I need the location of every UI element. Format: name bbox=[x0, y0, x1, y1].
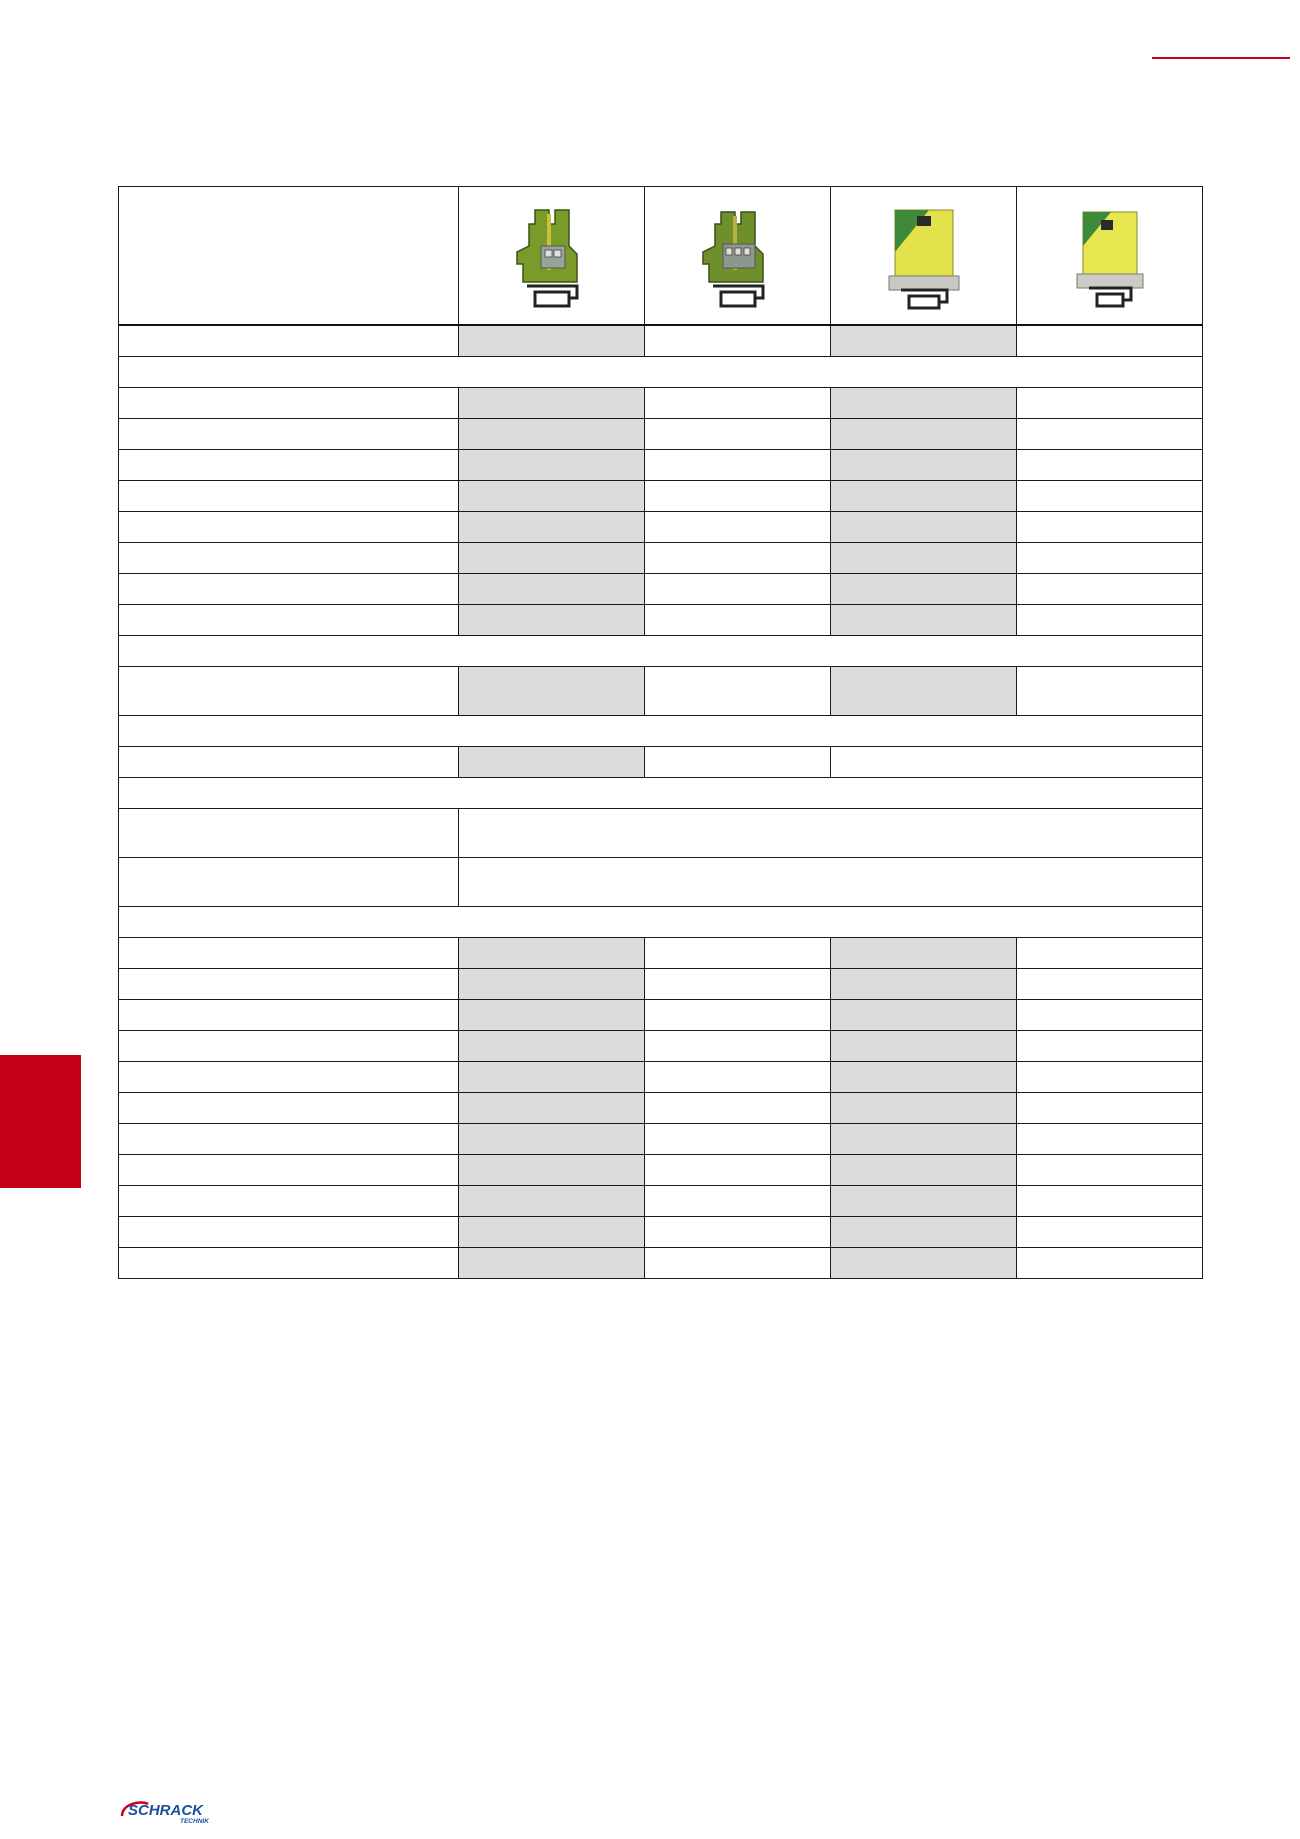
chapter-side-tab bbox=[0, 1055, 81, 1188]
row-label-cell bbox=[119, 419, 459, 450]
row-label-cell bbox=[119, 858, 459, 907]
value-cell bbox=[645, 450, 831, 481]
value-cell bbox=[645, 1186, 831, 1217]
green-yellow-terminal-block-icon bbox=[507, 202, 597, 314]
section-header-cell bbox=[119, 907, 1203, 938]
value-cell bbox=[1017, 1000, 1203, 1031]
row-label-cell bbox=[119, 667, 459, 716]
value-cell bbox=[459, 512, 645, 543]
value-cell bbox=[1017, 325, 1203, 357]
value-cell bbox=[831, 969, 1017, 1000]
value-cell bbox=[645, 667, 831, 716]
value-cell bbox=[831, 605, 1017, 636]
section-header-row bbox=[119, 907, 1203, 938]
value-cell bbox=[459, 1124, 645, 1155]
table-row bbox=[119, 1186, 1203, 1217]
table-row bbox=[119, 1248, 1203, 1279]
value-cell bbox=[645, 1248, 831, 1279]
row-label-cell bbox=[119, 1124, 459, 1155]
value-cell bbox=[459, 747, 645, 778]
svg-text:TECHNIK: TECHNIK bbox=[180, 1818, 209, 1825]
value-cell bbox=[459, 574, 645, 605]
value-cell bbox=[645, 543, 831, 574]
value-cell bbox=[831, 481, 1017, 512]
value-cell bbox=[459, 388, 645, 419]
value-cell bbox=[1017, 605, 1203, 636]
value-cell bbox=[645, 747, 831, 778]
value-cell bbox=[1017, 969, 1203, 1000]
row-label-cell bbox=[119, 1217, 459, 1248]
row-label-cell bbox=[119, 1155, 459, 1186]
table-row bbox=[119, 450, 1203, 481]
row-label-cell bbox=[119, 1000, 459, 1031]
yellow-ground-terminal-block-icon bbox=[879, 202, 969, 314]
specification-table bbox=[118, 186, 1203, 1279]
value-cell bbox=[645, 1155, 831, 1186]
table-row bbox=[119, 1217, 1203, 1248]
value-cell bbox=[831, 1124, 1017, 1155]
merged-value-cell bbox=[459, 858, 1203, 907]
table-row bbox=[119, 388, 1203, 419]
value-cell bbox=[459, 1000, 645, 1031]
section-header-row bbox=[119, 778, 1203, 809]
value-cell bbox=[831, 1217, 1017, 1248]
row-label-cell bbox=[119, 1031, 459, 1062]
value-cell bbox=[1017, 938, 1203, 969]
table-row bbox=[119, 512, 1203, 543]
value-cell bbox=[645, 388, 831, 419]
table-row bbox=[119, 1062, 1203, 1093]
value-cell bbox=[1017, 1093, 1203, 1124]
table-row bbox=[119, 1093, 1203, 1124]
section-header-cell bbox=[119, 778, 1203, 809]
merged-value-cell bbox=[459, 809, 1203, 858]
value-cell bbox=[459, 1031, 645, 1062]
value-cell bbox=[831, 1062, 1017, 1093]
table-row bbox=[119, 858, 1203, 907]
value-cell bbox=[459, 481, 645, 512]
table-row bbox=[119, 605, 1203, 636]
value-cell bbox=[459, 667, 645, 716]
header-label-cell bbox=[119, 187, 459, 326]
row-label-cell bbox=[119, 938, 459, 969]
row-label-cell bbox=[119, 543, 459, 574]
value-cell bbox=[645, 1031, 831, 1062]
row-label-cell bbox=[119, 1062, 459, 1093]
row-label-cell bbox=[119, 450, 459, 481]
value-cell bbox=[459, 605, 645, 636]
value-cell bbox=[645, 1062, 831, 1093]
value-cell bbox=[645, 1000, 831, 1031]
row-label-cell bbox=[119, 388, 459, 419]
row-label-cell bbox=[119, 1093, 459, 1124]
row-label-cell bbox=[119, 512, 459, 543]
yellow-ground-terminal-block-small-icon bbox=[1065, 202, 1155, 314]
value-cell bbox=[459, 419, 645, 450]
table-row bbox=[119, 1155, 1203, 1186]
row-label-cell bbox=[119, 1186, 459, 1217]
value-cell bbox=[459, 1248, 645, 1279]
value-cell bbox=[1017, 574, 1203, 605]
table-row bbox=[119, 747, 1203, 778]
value-cell bbox=[831, 1031, 1017, 1062]
table-row bbox=[119, 1000, 1203, 1031]
value-cell bbox=[645, 969, 831, 1000]
value-cell bbox=[1017, 419, 1203, 450]
table-row bbox=[119, 667, 1203, 716]
value-cell bbox=[1017, 1248, 1203, 1279]
value-cell bbox=[831, 325, 1017, 357]
value-cell bbox=[1017, 1217, 1203, 1248]
row-label-cell bbox=[119, 605, 459, 636]
value-cell bbox=[1017, 450, 1203, 481]
value-cell bbox=[459, 543, 645, 574]
value-cell bbox=[1017, 388, 1203, 419]
value-cell bbox=[831, 1000, 1017, 1031]
header-accent-rule bbox=[1152, 57, 1290, 59]
value-cell bbox=[459, 1186, 645, 1217]
row-label-cell bbox=[119, 481, 459, 512]
value-cell bbox=[645, 605, 831, 636]
value-cell bbox=[459, 969, 645, 1000]
value-cell bbox=[831, 574, 1017, 605]
row-label-cell bbox=[119, 1248, 459, 1279]
table-row bbox=[119, 574, 1203, 605]
row-label-cell bbox=[119, 969, 459, 1000]
section-header-cell bbox=[119, 357, 1203, 388]
value-cell bbox=[831, 388, 1017, 419]
product-image-cell bbox=[459, 187, 645, 326]
svg-text:SCHRACK: SCHRACK bbox=[128, 1802, 203, 1819]
value-cell bbox=[831, 938, 1017, 969]
value-cell bbox=[1017, 1186, 1203, 1217]
value-cell bbox=[645, 325, 831, 357]
table-row bbox=[119, 543, 1203, 574]
row-label-cell bbox=[119, 574, 459, 605]
table-row bbox=[119, 969, 1203, 1000]
value-cell bbox=[831, 747, 1203, 778]
value-cell bbox=[459, 1093, 645, 1124]
value-cell bbox=[831, 1093, 1017, 1124]
value-cell bbox=[645, 481, 831, 512]
value-cell bbox=[831, 543, 1017, 574]
row-label-cell bbox=[119, 809, 459, 858]
value-cell bbox=[831, 512, 1017, 543]
value-cell bbox=[831, 1155, 1017, 1186]
section-header-row bbox=[119, 636, 1203, 667]
section-header-row bbox=[119, 716, 1203, 747]
product-image-cell bbox=[831, 187, 1017, 326]
value-cell bbox=[1017, 512, 1203, 543]
value-cell bbox=[645, 574, 831, 605]
table-row bbox=[119, 481, 1203, 512]
product-image-cell bbox=[1017, 187, 1203, 326]
schrack-technik-logo bbox=[118, 1796, 238, 1826]
row-label-cell bbox=[119, 747, 459, 778]
value-cell bbox=[831, 419, 1017, 450]
value-cell bbox=[645, 1093, 831, 1124]
table-row bbox=[119, 325, 1203, 357]
value-cell bbox=[645, 419, 831, 450]
value-cell bbox=[459, 325, 645, 357]
value-cell bbox=[1017, 1155, 1203, 1186]
value-cell bbox=[645, 1124, 831, 1155]
value-cell bbox=[1017, 481, 1203, 512]
value-cell bbox=[1017, 1062, 1203, 1093]
value-cell bbox=[459, 1217, 645, 1248]
table-row bbox=[119, 938, 1203, 969]
row-label-cell bbox=[119, 325, 459, 357]
table-row bbox=[119, 1124, 1203, 1155]
table-row bbox=[119, 1031, 1203, 1062]
value-cell bbox=[459, 938, 645, 969]
value-cell bbox=[831, 667, 1017, 716]
section-header-row bbox=[119, 357, 1203, 388]
value-cell bbox=[459, 1155, 645, 1186]
value-cell bbox=[831, 1248, 1017, 1279]
value-cell bbox=[459, 1062, 645, 1093]
schrack-logo-icon bbox=[118, 1796, 238, 1826]
value-cell bbox=[1017, 543, 1203, 574]
value-cell bbox=[645, 938, 831, 969]
value-cell bbox=[1017, 667, 1203, 716]
value-cell bbox=[831, 450, 1017, 481]
table-row bbox=[119, 419, 1203, 450]
value-cell bbox=[645, 1217, 831, 1248]
section-header-cell bbox=[119, 716, 1203, 747]
value-cell bbox=[831, 1186, 1017, 1217]
green-yellow-terminal-block-double-icon bbox=[693, 202, 783, 314]
product-image-row bbox=[119, 187, 1203, 326]
value-cell bbox=[459, 450, 645, 481]
table-row bbox=[119, 809, 1203, 858]
product-image-cell bbox=[645, 187, 831, 326]
value-cell bbox=[645, 512, 831, 543]
section-header-cell bbox=[119, 636, 1203, 667]
value-cell bbox=[1017, 1124, 1203, 1155]
value-cell bbox=[1017, 1031, 1203, 1062]
